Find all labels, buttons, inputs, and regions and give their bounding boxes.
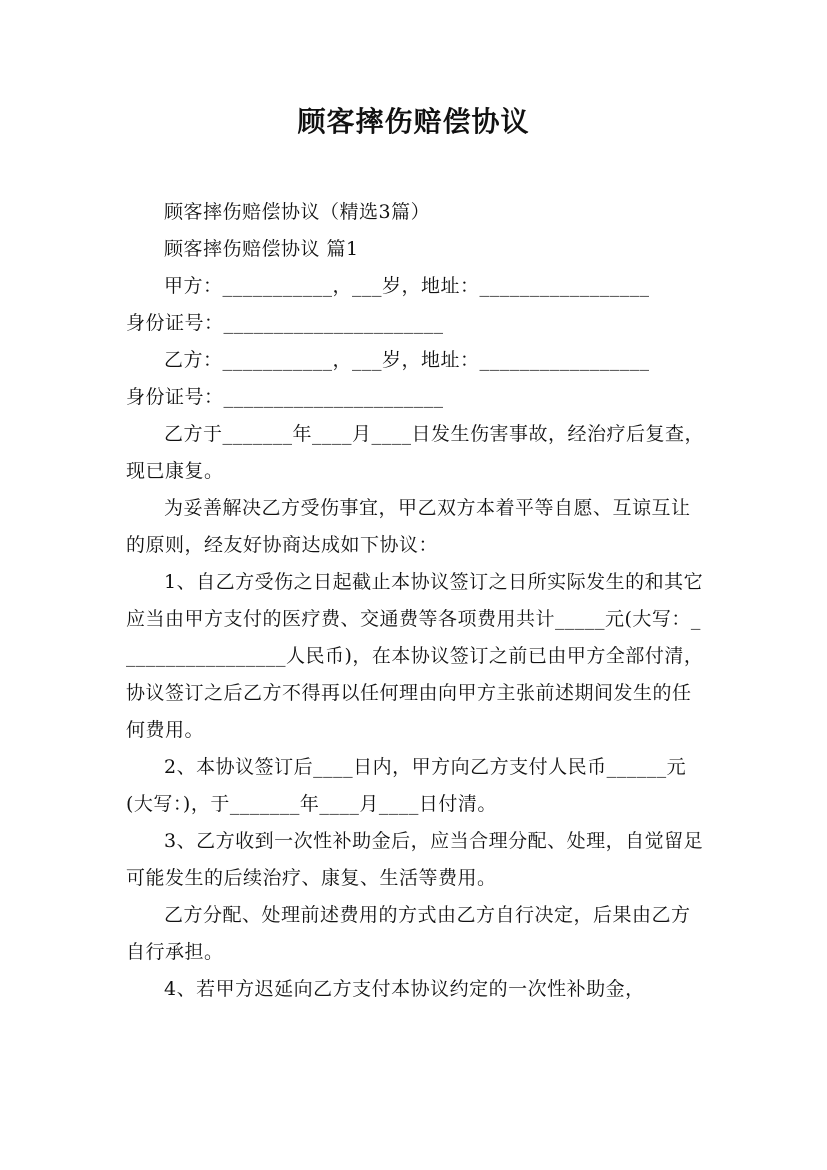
purpose-paragraph: 为妥善解决乙方受伤事宜，甲乙双方本着平等自愿、互谅互让的原则，经友好协商达成如下协议： — [126, 497, 691, 556]
subtitle-paragraph: 顾客摔伤赔偿协议（精选3篇） — [164, 201, 431, 223]
clause-1-paragraph: 1、自乙方受伤之日起截止本协议签订之日所实际发生的和其它应当由甲方支付的医疗费、交通费等各项费用共计_____元(大写：_________________人民币)，在本协议签订之前已由甲方全部付清，协议签订之后乙方不得再以任何理由向甲方主张前述期间发生的任何费用。 — [126, 571, 704, 741]
clause-3-continued-paragraph: 乙方分配、处理前述费用的方式由乙方自行决定，后果由乙方自行承担。 — [126, 904, 691, 963]
party-b-paragraph: 乙方：___________，___岁，地址：_________________ 身份证号：______________________ — [126, 349, 650, 408]
clause-2-paragraph: 2、本协议签订后____日内，甲方向乙方支付人民币______元(大写：)，于_______年____月____日付清。 — [126, 756, 687, 815]
document-title: 顾客摔伤赔偿协议 — [297, 105, 530, 138]
document-body — [126, 194, 706, 1008]
section-heading: 顾客摔伤赔偿协议 篇1 — [164, 238, 359, 260]
clause-4-paragraph: 4、若甲方迟延向乙方支付本协议约定的一次性补助金， — [164, 978, 645, 1000]
incident-paragraph: 乙方于_______年____月____日发生伤害事故，经治疗后复查，现已康复。 — [126, 423, 705, 482]
clause-3-paragraph: 3、乙方收到一次性补助金后，应当合理分配、处理，自觉留足可能发生的后续治疗、康复、生活等费用。 — [126, 830, 704, 889]
party-a-paragraph: 甲方：___________，___岁，地址：_________________ 身份证号：______________________ — [126, 275, 650, 334]
